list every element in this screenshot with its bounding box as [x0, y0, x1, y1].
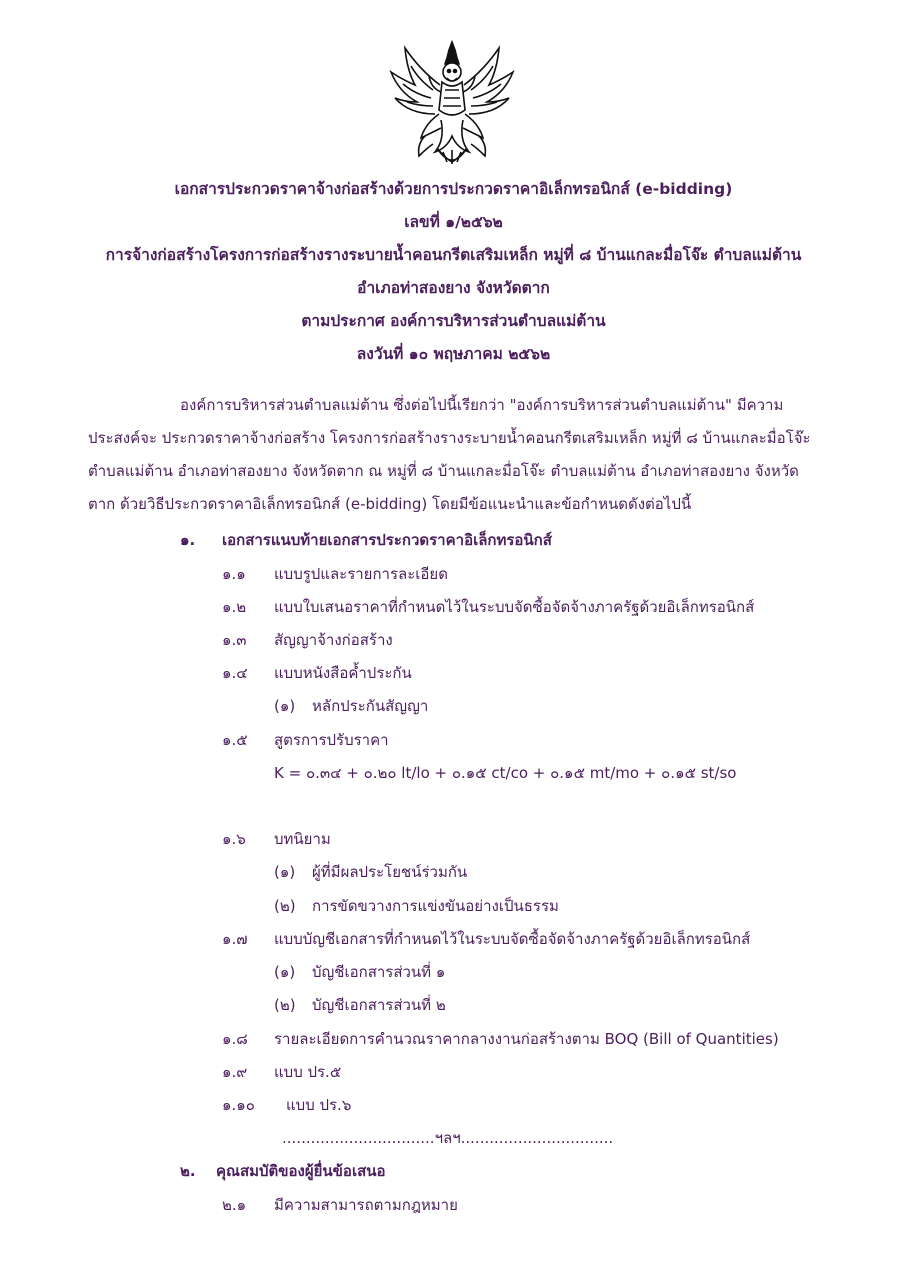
section-1-number: ๑.	[180, 531, 196, 549]
item-number: ๑.๙	[222, 1063, 248, 1081]
item-text: แบบรูปและรายการละเอียด	[274, 565, 448, 583]
subitem-text: การขัดขวางการแข่งขันอย่างเป็นธรรม	[312, 897, 559, 915]
item-number: ๒.๑	[222, 1196, 247, 1214]
ellipsis-separator: ................................ฯลฯ................................	[282, 1129, 614, 1147]
item-number: ๑.๘	[222, 1030, 248, 1048]
item-number: ๑.๓	[222, 631, 247, 649]
document-title: เอกสารประกวดราคาจ้างก่อสร้างด้วยการประกวดราคาอิเล็กทรอนิกส์ (e-bidding)	[174, 180, 733, 198]
intro-line-3: ตำบลแม่ต้าน อำเภอท่าสองยาง จังหวัดตาก ณ หมู่ที่ ๘ บ้านแกละมื่อโจ๊ะ ตำบลแม่ต้าน อำเภอท่าสองยาง จังหวัด	[88, 462, 799, 480]
subitem-text: ผู้ที่มีผลประโยชน์ร่วมกัน	[312, 863, 468, 881]
section-2-number: ๒.	[180, 1162, 196, 1180]
subitem-number: (๑)	[274, 863, 296, 881]
subitem-number: (๒)	[274, 996, 296, 1014]
subitem-text: บัญชีเอกสารส่วนที่ ๑	[312, 963, 446, 981]
intro-line-4: ตาก ด้วยวิธีประกวดราคาอิเล็กทรอนิกส์ (e-bidding) โดยมีข้อแนะนำและข้อกำหนดดังต่อไปนี้	[88, 495, 692, 513]
subitem-number: (๑)	[274, 697, 296, 715]
item-number: ๑.๕	[222, 731, 248, 749]
section-1-title: เอกสารแนบท้ายเอกสารประกวดราคาอิเล็กทรอนิกส์	[222, 531, 552, 549]
item-number: ๑.๒	[222, 598, 247, 616]
item-text: แบบหนังสือค้ำประกัน	[274, 664, 412, 682]
item-number: ๑.๗	[222, 930, 248, 948]
document-number: เลขที่ ๑/๒๕๖๒	[404, 213, 503, 231]
item-number: ๑.๑	[222, 565, 246, 583]
item-number: ๑.๑๐	[222, 1096, 255, 1114]
item-text: สัญญาจ้างก่อสร้าง	[274, 631, 393, 649]
announcement-date: ลงวันที่ ๑๐ พฤษภาคม ๒๕๖๒	[356, 345, 551, 363]
item-text: รายละเอียดการคำนวณราคากลางงานก่อสร้างตาม BOQ (Bill of Quantities)	[274, 1030, 779, 1048]
subitem-number: (๑)	[274, 963, 296, 981]
project-location: อำเภอท่าสองยาง จังหวัดตาก	[357, 279, 550, 297]
section-2-title: คุณสมบัติของผู้ยื่นข้อเสนอ	[216, 1162, 386, 1180]
intro-line-1: องค์การบริหารส่วนตำบลแม่ต้าน ซึ่งต่อไปนี้เรียกว่า "องค์การบริหารส่วนตำบลแม่ต้าน" มีความ	[180, 396, 784, 414]
item-text: มีความสามารถตามกฎหมาย	[274, 1196, 458, 1214]
garuda-emblem-icon	[385, 40, 520, 175]
subitem-text: บัญชีเอกสารส่วนที่ ๒	[312, 996, 446, 1014]
item-text: แบบบัญชีเอกสารที่กำหนดไว้ในระบบจัดซื้อจัดจ้างภาครัฐด้วยอิเล็กทรอนิกส์	[274, 930, 751, 948]
item-text: แบบใบเสนอราคาที่กำหนดไว้ในระบบจัดซื้อจัดจ้างภาครัฐด้วยอิเล็กทรอนิกส์	[274, 598, 755, 616]
item-number: ๑.๖	[222, 830, 246, 848]
subitem-number: (๒)	[274, 897, 296, 915]
intro-line-2: ประสงค์จะ ประกวดราคาจ้างก่อสร้าง โครงการก่อสร้างรางระบายน้ำคอนกรีตเสริมเหล็ก หมู่ที่ ๘ บ้านแกละมื่อโจ๊ะ	[88, 429, 811, 447]
price-adjustment-formula: K = ๐.๓๔ + ๐.๒๐ lt/lo + ๐.๑๕ ct/co + ๐.๑๕ mt/mo + ๐.๑๕ st/so	[274, 764, 737, 782]
announcement-ref: ตามประกาศ องค์การบริหารส่วนตำบลแม่ต้าน	[301, 312, 606, 330]
item-text: แบบ ปร.๕	[274, 1063, 342, 1081]
item-text: แบบ ปร.๖	[286, 1096, 352, 1114]
subitem-text: หลักประกันสัญญา	[312, 697, 429, 715]
project-title: การจ้างก่อสร้างโครงการก่อสร้างรางระบายน้ำคอนกรีตเสริมเหล็ก หมู่ที่ ๘ บ้านแกละมื่อโจ๊ะ ตำบลแม่ต้าน	[105, 246, 802, 264]
item-text: สูตรการปรับราคา	[274, 731, 389, 749]
item-number: ๑.๔	[222, 664, 248, 682]
item-text: บทนิยาม	[274, 830, 331, 848]
